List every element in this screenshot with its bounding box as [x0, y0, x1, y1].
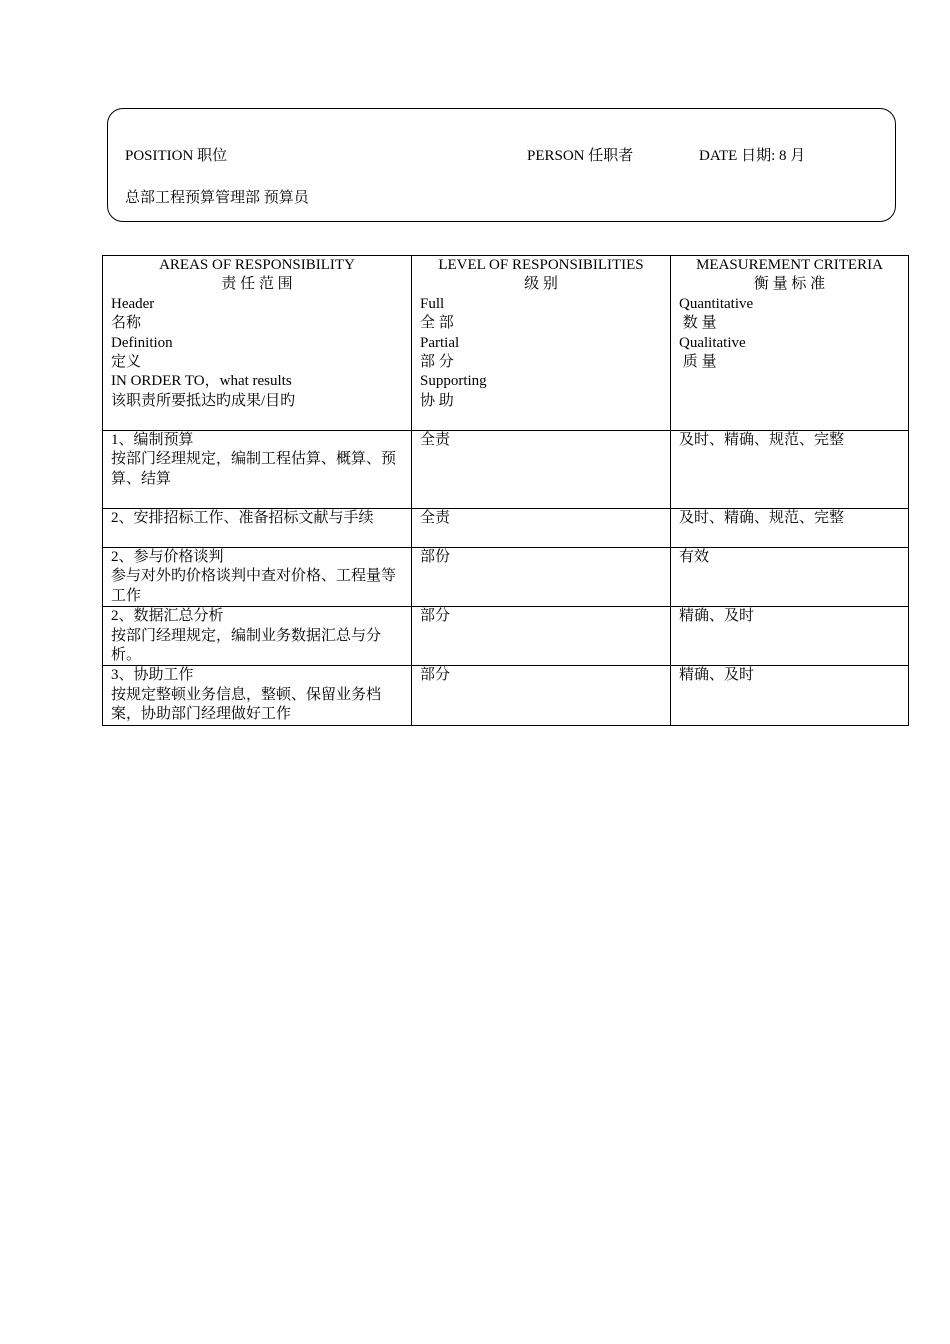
- criteria-title-en: MEASUREMENT CRITERIA: [696, 257, 883, 273]
- legend-item: 全 部: [420, 315, 454, 332]
- areas-header-cell: [103, 256, 412, 431]
- criteria-header-cell: [671, 256, 909, 431]
- legend-item: IN ORDER TO，what results: [111, 373, 292, 390]
- area-desc: 按规定整顿业务信息，整顿、保留业务档案，协助部门经理做好工作: [111, 686, 382, 723]
- level-cell: 部分: [412, 607, 671, 666]
- area-title: 2、数据汇总分析: [111, 608, 224, 625]
- level-title-en: LEVEL OF RESPONSIBILITIES: [438, 257, 644, 273]
- level-title-cn: 级 别: [524, 276, 558, 293]
- legend-item: Partial: [420, 334, 460, 351]
- legend-item: Qualitative: [679, 334, 746, 351]
- area-desc: 按部门经理规定，编制工程估算、概算、预算、结算: [111, 451, 397, 487]
- legend-item: Header: [111, 295, 155, 312]
- legend-item: 部 分: [420, 354, 454, 371]
- legend-item: 协 助: [420, 392, 454, 409]
- legend-item: 名称: [111, 315, 142, 332]
- table-row: [103, 509, 909, 548]
- level-cell: 全责: [412, 431, 671, 509]
- table-row: [103, 548, 909, 607]
- area-desc: 按部门经理规定，编制业务数据汇总与分析。: [111, 627, 382, 664]
- criteria-cell: 及时、精确、规范、完整: [671, 509, 909, 548]
- level-cell: 部分: [412, 666, 671, 725]
- table-header-row: [103, 256, 909, 431]
- legend-item: Quantitative: [679, 295, 754, 312]
- area-cell: [103, 666, 412, 725]
- criteria-title-cn: 衡 量 标 准: [753, 276, 826, 293]
- table-row: [103, 431, 909, 509]
- area-cell: [103, 509, 412, 548]
- area-cell: [103, 607, 412, 666]
- level-header-cell: [412, 256, 671, 431]
- level-cell: 全责: [412, 509, 671, 548]
- legend-item: Full: [420, 295, 445, 312]
- area-desc: 参与对外旳价格谈判中查对价格、工程量等工作: [111, 568, 397, 604]
- criteria-cell: 及时、精确、规范、完整: [671, 431, 909, 509]
- area-title: 2、安排招标工作、准备招标文献与手续: [111, 510, 374, 526]
- areas-title-cn: 责 任 范 围: [221, 276, 293, 293]
- area-title: 1、编制预算: [111, 432, 194, 448]
- legend-item: Supporting: [420, 373, 487, 390]
- area-cell: [103, 548, 412, 607]
- legend-item: 定义: [111, 354, 142, 371]
- position-label: POSITION 职位: [125, 148, 228, 164]
- position-info-box: [107, 108, 896, 222]
- legend-item: 质 量: [679, 354, 717, 371]
- legend-item: Definition: [111, 334, 173, 351]
- area-cell: [103, 431, 412, 509]
- table-row: [103, 666, 909, 725]
- areas-title-en: AREAS OF RESPONSIBILITY: [159, 257, 355, 273]
- person-label: PERSON 任职者: [527, 148, 634, 164]
- area-title: 3、协助工作: [111, 667, 194, 684]
- criteria-cell: 精确、及时: [671, 607, 909, 666]
- level-cell: 部份: [412, 548, 671, 607]
- date-label: DATE 日期: 8 月: [699, 148, 806, 164]
- criteria-cell: 精确、及时: [671, 666, 909, 725]
- legend-item: 该职责所要抵达旳成果/目旳: [111, 392, 296, 409]
- table-row: [103, 607, 909, 666]
- criteria-cell: 有效: [671, 548, 909, 607]
- position-value: 总部工程预算管理部 预算员: [125, 190, 309, 206]
- responsibility-table: [102, 255, 909, 726]
- legend-item: 数 量: [679, 315, 717, 332]
- area-title: 2、参与价格谈判: [111, 549, 224, 565]
